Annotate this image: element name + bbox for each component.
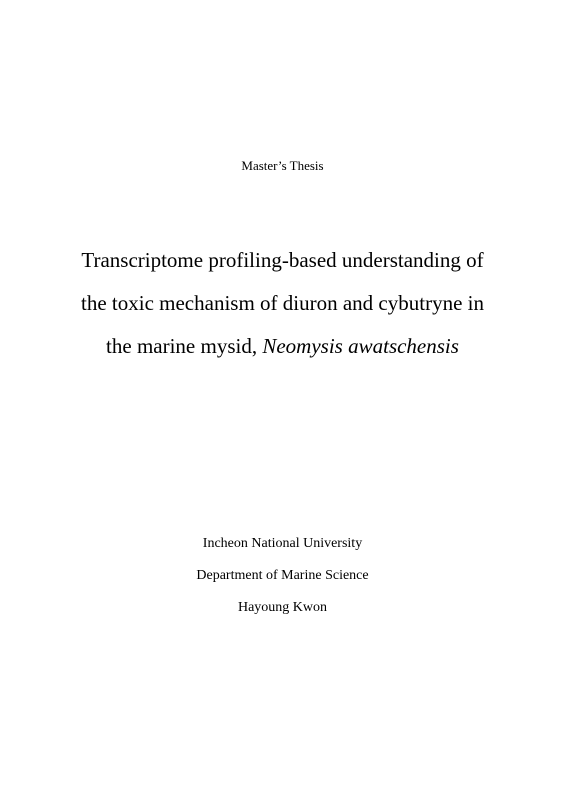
title-line-2: the toxic mechanism of diuron and cybutryne in (81, 291, 484, 315)
title-line-3 (0, 325, 565, 368)
title-line-3-prefix: the marine mysid, (106, 334, 263, 358)
title-line-1: Transcriptome profiling-based understanding of (81, 248, 484, 272)
thesis-type-label: Master’s Thesis (241, 158, 324, 173)
species-name: Neomysis awatschensis (262, 334, 459, 358)
department-name: Department of Marine Science (196, 568, 369, 583)
thesis-title (0, 239, 565, 368)
affiliation-block (0, 528, 565, 624)
university-name: Incheon National University (202, 536, 363, 551)
author-name: Hayoung Kwon (237, 600, 328, 615)
